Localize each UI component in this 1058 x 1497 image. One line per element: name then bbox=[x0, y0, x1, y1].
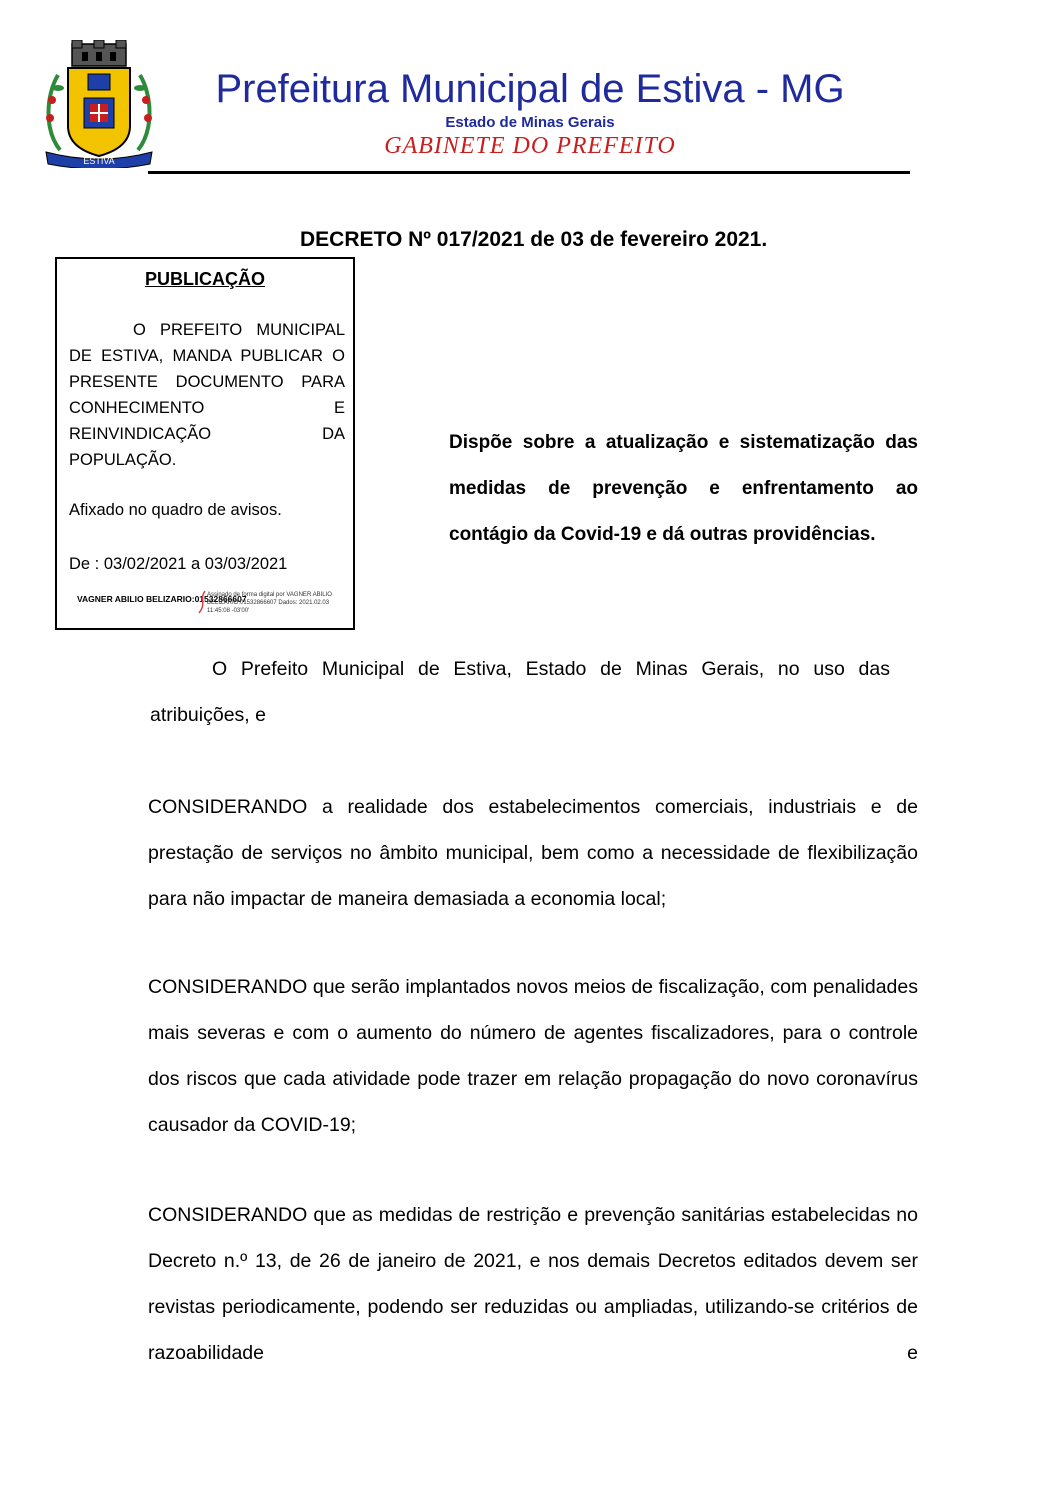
digital-signature-detail: Assinado de forma digital por VAGNER ABILIO BELIZARIO:01532866607 Dados: 2021.02.03 11:45:08 -03'00' bbox=[207, 592, 332, 614]
considerando-paragraph-3: CONSIDERANDO que as medidas de restrição e prevenção sanitárias estabelecidas no Decreto n.º 13, de 26 de janeiro de 2021, e nos demais Decretos editados devem ser revistas periodicamente, podendo ser reduzidas ou ampliadas, utilizando-se critérios de razoabilidade e bbox=[148, 1204, 918, 1364]
publication-posted-note: Afixado no quadro de avisos. bbox=[69, 501, 282, 519]
header-divider bbox=[148, 171, 910, 174]
decree-title: DECRETO Nº 017/2021 de 03 de fevereiro 2021. bbox=[300, 228, 768, 251]
publication-title: PUBLICAÇÃO bbox=[145, 269, 265, 289]
state-subtitle: Estado de Minas Gerais bbox=[445, 114, 615, 131]
intro-paragraph: O Prefeito Municipal de Estiva, Estado de Minas Gerais, no uso das atribuições, e bbox=[150, 658, 890, 726]
publication-stamp-box bbox=[55, 257, 355, 630]
digital-signature-name: VAGNER ABILIO BELIZARIO:01532866607 bbox=[77, 594, 247, 604]
municipal-crest-logo bbox=[38, 40, 160, 168]
publication-text: O PREFEITO MUNICIPAL DE ESTIVA, MANDA PUBLICAR O PRESENTE DOCUMENTO PARA CONHECIMENTO E REINVINDICAÇÃO DA POPULAÇÃO. bbox=[69, 321, 345, 469]
publication-dates: De : 03/02/2021 a 03/03/2021 bbox=[69, 555, 288, 573]
office-heading: GABINETE DO PREFEITO bbox=[384, 133, 676, 159]
crest-banner-text: ESTIVA bbox=[83, 156, 115, 166]
decree-summary: Dispõe sobre a atualização e sistematização das medidas de prevenção e enfrentamento ao contágio da Covid-19 e dá outras providências. bbox=[449, 432, 918, 545]
considerando-paragraph-1: CONSIDERANDO a realidade dos estabelecimentos comerciais, industriais e de prestação de serviços no âmbito municipal, bem como a necessidade de flexibilização para não impactar de maneira demasiada a economia local; bbox=[148, 796, 918, 910]
considerando-paragraph-2: CONSIDERANDO que serão implantados novos meios de fiscalização, com penalidades mais severas e com o aumento do número de agentes fiscalizadores, para o controle dos riscos que cada atividade pode trazer em relação propagação do novo coronavírus causador da COVID-19; bbox=[148, 976, 918, 1136]
page-title: Prefeitura Municipal de Estiva - MG bbox=[215, 67, 845, 111]
